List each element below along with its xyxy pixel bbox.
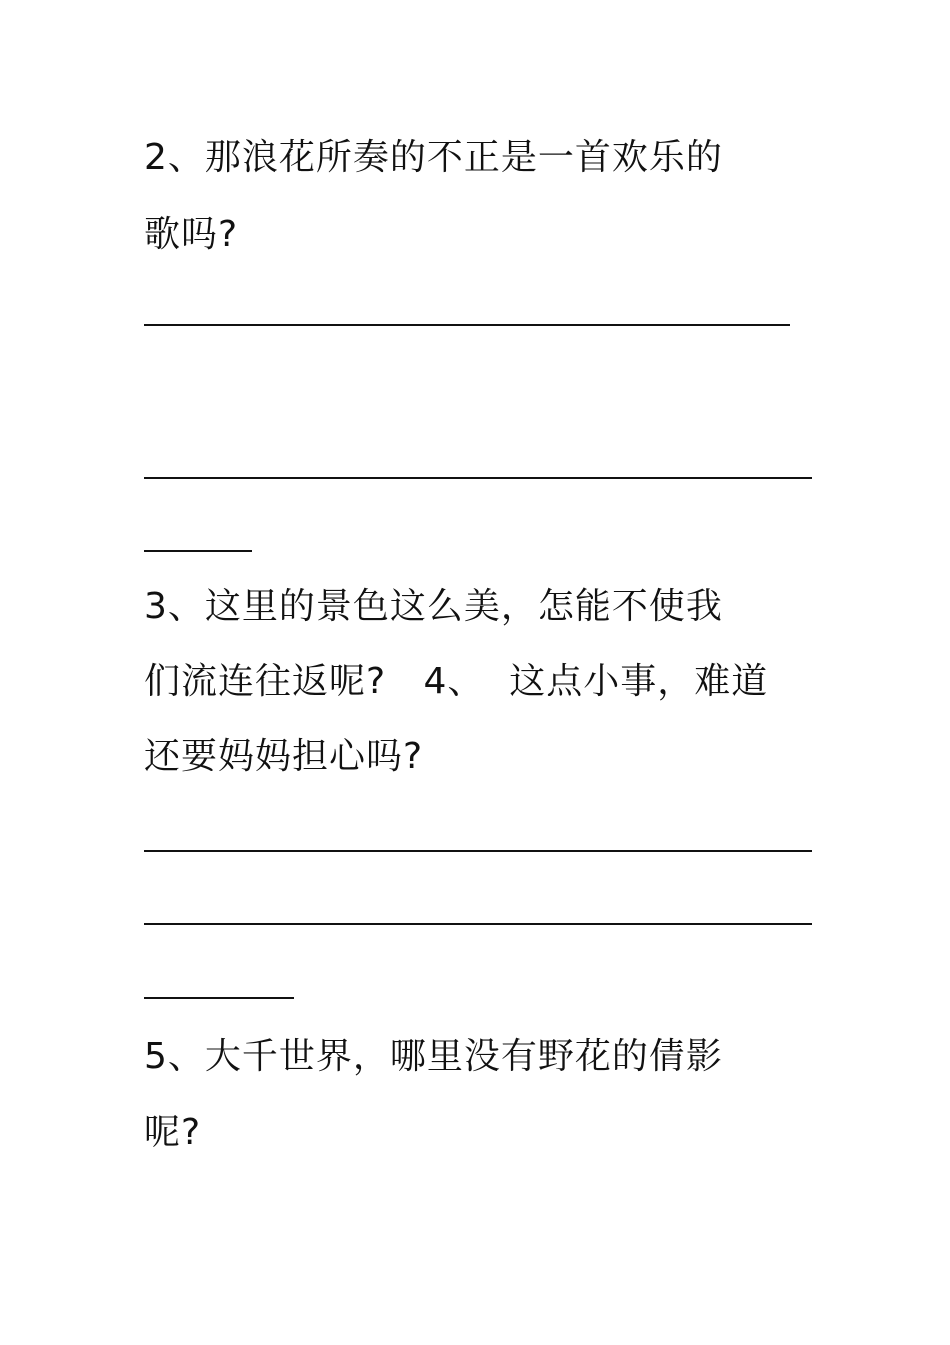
question-4-line-3: 还要妈妈担心吗? (144, 736, 424, 777)
question-3-4-line-2: 们流连往返呢? 4、 这点小事，难道 (144, 661, 769, 702)
answer-line (144, 324, 790, 326)
question-5-line-1: 5、大千世界，哪里没有野花的倩影 (144, 1036, 723, 1077)
answer-line (144, 477, 812, 479)
question-2-line-1: 2、那浪花所奏的不正是一首欢乐的 (144, 137, 723, 178)
answer-line (144, 850, 812, 852)
answer-line (144, 923, 812, 925)
answer-line (144, 550, 252, 552)
answer-line (144, 997, 294, 999)
question-5-line-2: 呢? (144, 1112, 202, 1153)
question-3-line-1: 3、这里的景色这么美，怎能不使我 (144, 586, 723, 627)
question-2-line-2: 歌吗? (144, 214, 239, 255)
